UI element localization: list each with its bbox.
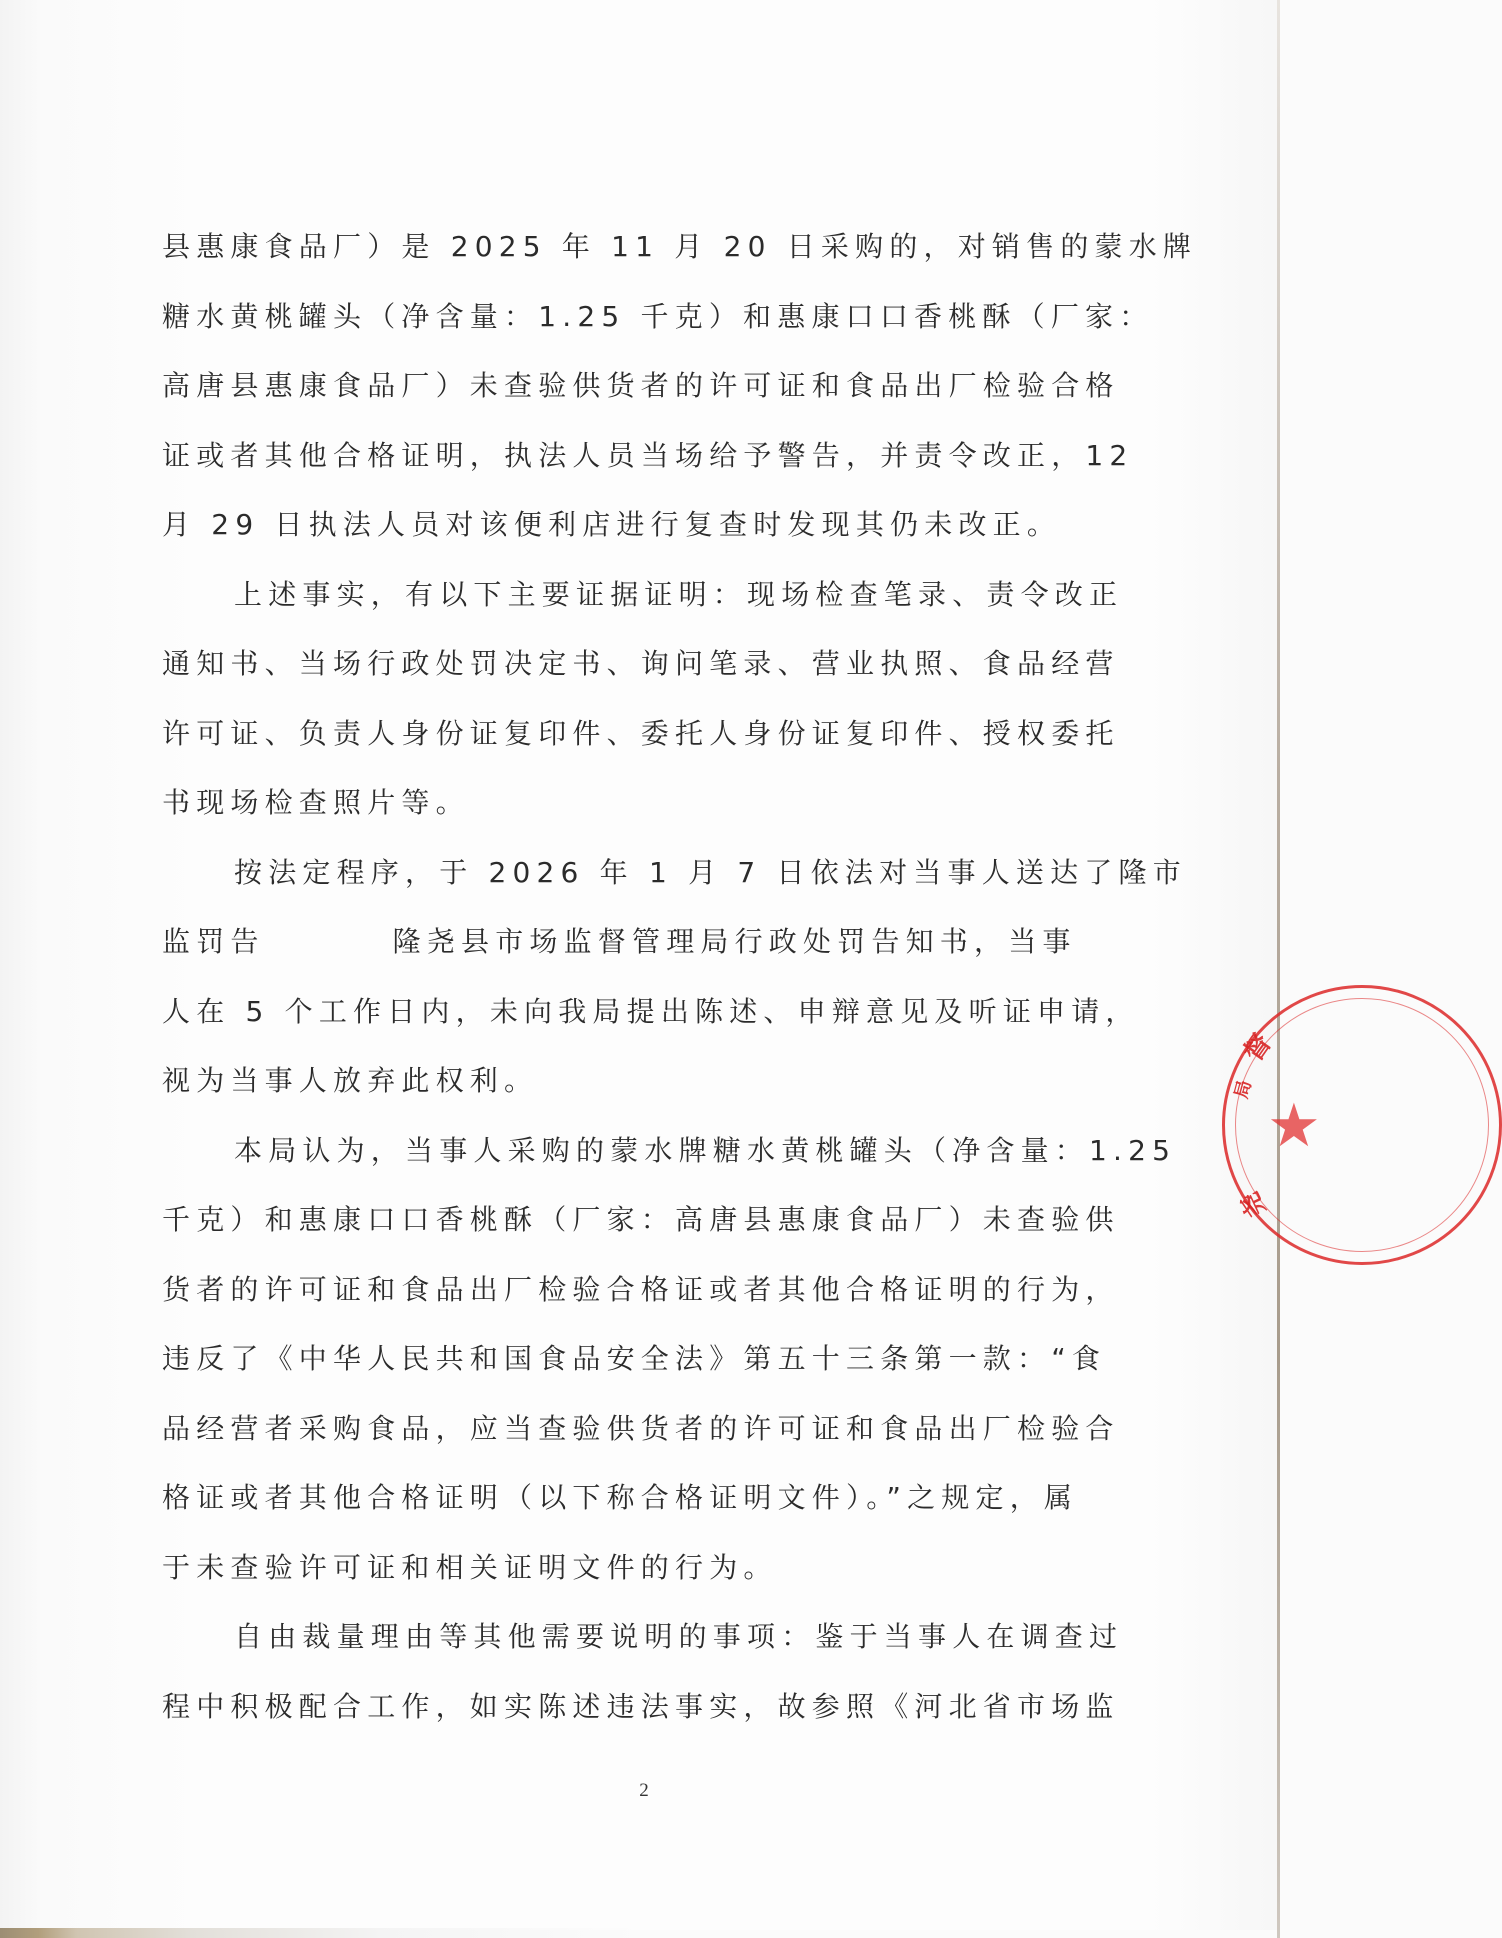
paragraph-determination: [162, 1116, 1177, 1603]
text-line: 违反了《中华人民共和国食品安全法》第五十三条第一款：“食: [162, 1342, 1107, 1375]
seal-character: 督: [1238, 1028, 1278, 1068]
text-line: 书现场检查照片等。: [162, 786, 470, 819]
text-line: 糖水黄桃罐头（净含量：1.25 千克）和惠康口口香桃酥（厂家：: [162, 299, 1154, 333]
document-body: [162, 212, 1198, 1741]
paragraph-facts-continued: [162, 212, 1198, 560]
case-number-prefix: 监罚告: [162, 925, 265, 958]
text-line: 高唐县惠康食品厂）未查验供货者的许可证和食品出厂检验合格: [162, 369, 1120, 402]
seal-star-icon: ★: [1267, 1091, 1321, 1161]
text-line: 千克）和惠康口口香桃酥（厂家：高唐县惠康食品厂）未查验供: [162, 1203, 1120, 1236]
text-line: 上述事实，有以下主要证据证明：现场检查笔录、责令改正: [234, 577, 1124, 611]
text-line: [162, 907, 1124, 977]
text-line: 本局认为，当事人采购的蒙水牌糖水黄桃罐头（净含量：1.25: [234, 1133, 1177, 1167]
text-line: 自由裁量理由等其他需要说明的事项：鉴于当事人在调查过: [234, 1620, 1124, 1653]
text-line: 证或者其他合格证明，执法人员当场给予警告，并责令改正，12: [162, 438, 1134, 472]
text-line: 按法定程序，于 2026 年 1 月 7 日依法对当事人送达了隆市: [234, 855, 1187, 889]
text-line: 品经营者采购食品，应当查验供货者的许可证和食品出厂检验合: [162, 1411, 1120, 1445]
text-line: 通知书、当场行政处罚决定书、询问笔录、营业执照、食品经营: [162, 647, 1120, 680]
paragraph-procedure: [162, 838, 1187, 1116]
text-line: 视为当事人放弃此权利。: [162, 1064, 539, 1097]
page-number: 2: [639, 1780, 649, 1801]
text-line: 于未查验许可证和相关证明文件的行为。: [162, 1550, 778, 1584]
seal-character: 局: [1230, 1077, 1256, 1101]
paper-edge-shadow-bottom: [0, 1928, 640, 1938]
text-line: 人在 5 个工作日内，未向我局提出陈述、申辩意见及听证申请，: [162, 994, 1140, 1028]
text-line: 货者的许可证和食品出厂检验合格证或者其他合格证明的行为，: [162, 1272, 1120, 1306]
text-line: 格证或者其他合格证明（以下称合格证明文件）。”之规定，属: [162, 1481, 1079, 1514]
text-line: 县惠康食品厂）是 2025 年 11 月 20 日采购的，对销售的蒙水牌: [162, 230, 1198, 263]
text-line: 程中积极配合工作，如实陈述违法事实，故参照《河北省市场监: [162, 1689, 1120, 1723]
notice-title-text: 隆尧县市场监督管理局行政处罚告知书，当事: [392, 925, 1077, 958]
text-line: 月 29 日执法人员对该便利店进行复查时发现其仍未改正。: [162, 508, 1062, 541]
text-line: 许可证、负责人身份证复印件、委托人身份证复印件、授权委托: [162, 716, 1120, 750]
paper-edge-shadow-right: [1277, 0, 1280, 1938]
paragraph-evidence: [162, 560, 1124, 838]
paragraph-discretion: [162, 1602, 1124, 1741]
seal-character: 尧: [1235, 1187, 1272, 1222]
